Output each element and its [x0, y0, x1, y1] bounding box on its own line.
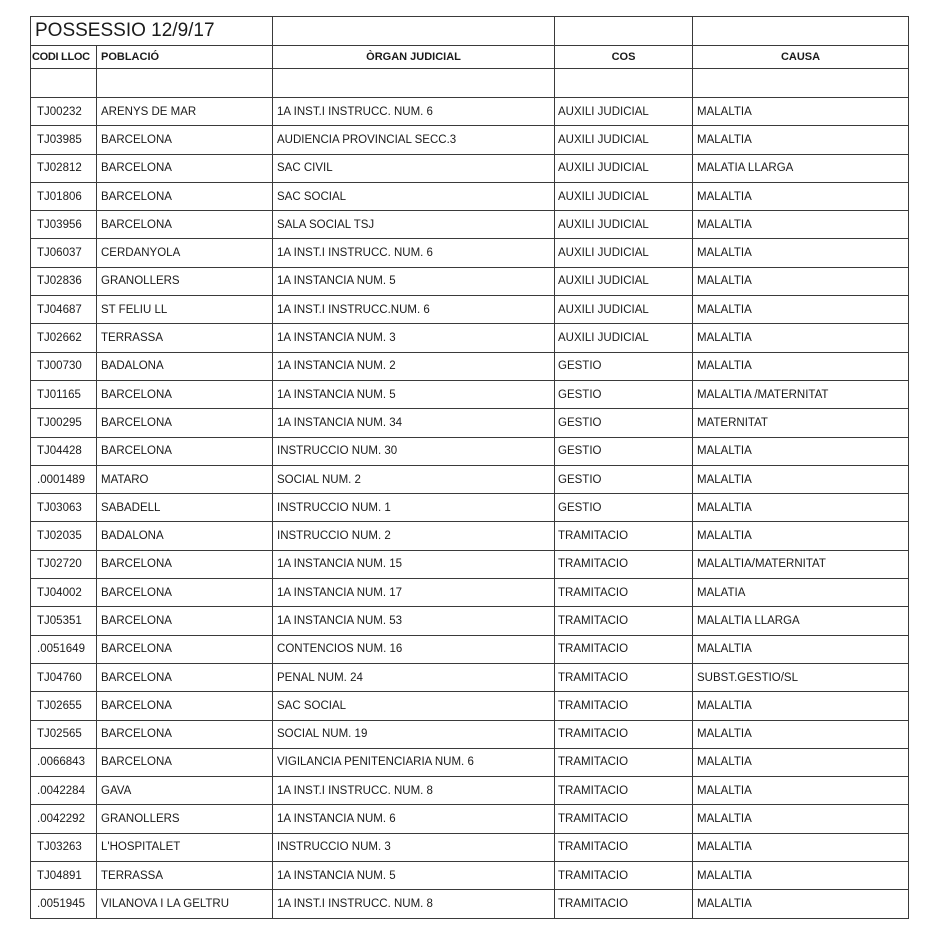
poblacio-cell: BARCELONA: [97, 635, 273, 663]
cos-cell: GESTIO: [555, 437, 693, 465]
table-row: [31, 267, 909, 295]
causa-cell: MALALTIA: [693, 182, 909, 210]
table-row: [31, 296, 909, 324]
poblacio-cell: GRANOLLERS: [97, 805, 273, 833]
causa-cell: MALALTIA: [693, 777, 909, 805]
poblacio-cell: BARCELONA: [97, 437, 273, 465]
organ-judicial-cell: SAC SOCIAL: [273, 182, 555, 210]
causa-cell: MALALTIA: [693, 692, 909, 720]
poblacio-cell: GAVA: [97, 777, 273, 805]
blank-cell: [273, 69, 555, 98]
table-row: [31, 720, 909, 748]
causa-cell: MALALTIA: [693, 296, 909, 324]
organ-judicial-cell: SAC CIVIL: [273, 154, 555, 182]
codi-lloc-cell: TJ03956: [31, 211, 97, 239]
table-row: [31, 635, 909, 663]
codi-lloc-cell: TJ01806: [31, 182, 97, 210]
poblacio-cell: CERDANYOLA: [97, 239, 273, 267]
poblacio-cell: BADALONA: [97, 352, 273, 380]
cos-cell: TRAMITACIO: [555, 663, 693, 691]
cos-cell: GESTIO: [555, 409, 693, 437]
cos-cell: GESTIO: [555, 352, 693, 380]
codi-lloc-cell: TJ04760: [31, 663, 97, 691]
table-row: [31, 324, 909, 352]
poblacio-cell: BARCELONA: [97, 182, 273, 210]
cos-cell: AUXILI JUDICIAL: [555, 211, 693, 239]
causa-cell: MALALTIA: [693, 267, 909, 295]
table-row: [31, 805, 909, 833]
codi-lloc-cell: TJ04428: [31, 437, 97, 465]
cos-cell: AUXILI JUDICIAL: [555, 98, 693, 126]
causa-cell: MALALTIA: [693, 805, 909, 833]
table-row: [31, 154, 909, 182]
table-row: [31, 98, 909, 126]
organ-judicial-cell: VIGILANCIA PENITENCIARIA NUM. 6: [273, 748, 555, 776]
blank-cell: [97, 69, 273, 98]
table-row: [31, 748, 909, 776]
organ-judicial-cell: 1A INST.I INSTRUCC. NUM. 6: [273, 98, 555, 126]
causa-cell: MALALTIA: [693, 748, 909, 776]
causa-cell: MALALTIA LLARGA: [693, 607, 909, 635]
table-row: [31, 663, 909, 691]
organ-judicial-cell: 1A INSTANCIA NUM. 6: [273, 805, 555, 833]
poblacio-cell: L'HOSPITALET: [97, 833, 273, 861]
cos-cell: GESTIO: [555, 465, 693, 493]
poblacio-cell: BARCELONA: [97, 579, 273, 607]
cos-cell: TRAMITACIO: [555, 692, 693, 720]
title-blank-cell: [555, 17, 693, 46]
table-row: [31, 550, 909, 578]
document-sheet: [30, 16, 908, 919]
organ-judicial-cell: 1A INSTANCIA NUM. 15: [273, 550, 555, 578]
column-header-cos: COS: [555, 46, 693, 69]
poblacio-cell: ST FELIU LL: [97, 296, 273, 324]
table-row: [31, 465, 909, 493]
poblacio-cell: MATARO: [97, 465, 273, 493]
causa-cell: MALALTIA: [693, 437, 909, 465]
cos-cell: GESTIO: [555, 494, 693, 522]
cos-cell: TRAMITACIO: [555, 748, 693, 776]
cos-cell: AUXILI JUDICIAL: [555, 324, 693, 352]
table-row: [31, 239, 909, 267]
organ-judicial-cell: 1A INSTANCIA NUM. 2: [273, 352, 555, 380]
organ-judicial-cell: 1A INSTANCIA NUM. 5: [273, 862, 555, 890]
cos-cell: AUXILI JUDICIAL: [555, 267, 693, 295]
codi-lloc-cell: TJ00295: [31, 409, 97, 437]
causa-cell: MALALTIA /MATERNITAT: [693, 380, 909, 408]
codi-lloc-cell: .0001489: [31, 465, 97, 493]
organ-judicial-cell: 1A INSTANCIA NUM. 53: [273, 607, 555, 635]
causa-cell: MALALTIA: [693, 833, 909, 861]
codi-lloc-cell: TJ06037: [31, 239, 97, 267]
cos-cell: TRAMITACIO: [555, 607, 693, 635]
organ-judicial-cell: SAC SOCIAL: [273, 692, 555, 720]
cos-cell: TRAMITACIO: [555, 777, 693, 805]
codi-lloc-cell: TJ02035: [31, 522, 97, 550]
cos-cell: TRAMITACIO: [555, 805, 693, 833]
causa-cell: MALALTIA: [693, 126, 909, 154]
table-row: [31, 777, 909, 805]
poblacio-cell: BARCELONA: [97, 126, 273, 154]
poblacio-cell: BARCELONA: [97, 550, 273, 578]
cos-cell: AUXILI JUDICIAL: [555, 126, 693, 154]
table-row: [31, 607, 909, 635]
codi-lloc-cell: TJ04002: [31, 579, 97, 607]
poblacio-cell: BARCELONA: [97, 211, 273, 239]
vacancies-table: [30, 16, 909, 919]
codi-lloc-cell: TJ02812: [31, 154, 97, 182]
table-row: [31, 211, 909, 239]
causa-cell: MALALTIA: [693, 324, 909, 352]
organ-judicial-cell: INSTRUCCIO NUM. 1: [273, 494, 555, 522]
codi-lloc-cell: TJ03263: [31, 833, 97, 861]
organ-judicial-cell: 1A INSTANCIA NUM. 5: [273, 380, 555, 408]
causa-cell: MALALTIA: [693, 211, 909, 239]
organ-judicial-cell: INSTRUCCIO NUM. 3: [273, 833, 555, 861]
organ-judicial-cell: 1A INST.I INSTRUCC.NUM. 6: [273, 296, 555, 324]
causa-cell: MALALTIA: [693, 522, 909, 550]
organ-judicial-cell: PENAL NUM. 24: [273, 663, 555, 691]
organ-judicial-cell: 1A INSTANCIA NUM. 34: [273, 409, 555, 437]
codi-lloc-cell: .0042292: [31, 805, 97, 833]
poblacio-cell: BADALONA: [97, 522, 273, 550]
codi-lloc-cell: TJ02565: [31, 720, 97, 748]
organ-judicial-cell: 1A INSTANCIA NUM. 17: [273, 579, 555, 607]
organ-judicial-cell: CONTENCIOS NUM. 16: [273, 635, 555, 663]
column-header-poblacio: POBLACIÓ: [97, 46, 273, 69]
table-row: [31, 352, 909, 380]
blank-row: [31, 69, 909, 98]
organ-judicial-cell: SOCIAL NUM. 19: [273, 720, 555, 748]
table-row: [31, 437, 909, 465]
codi-lloc-cell: TJ03063: [31, 494, 97, 522]
poblacio-cell: TERRASSA: [97, 862, 273, 890]
causa-cell: MALALTIA: [693, 98, 909, 126]
organ-judicial-cell: 1A INST.I INSTRUCC. NUM. 8: [273, 777, 555, 805]
cos-cell: TRAMITACIO: [555, 635, 693, 663]
causa-cell: MALALTIA/MATERNITAT: [693, 550, 909, 578]
header-row: [31, 46, 909, 69]
blank-cell: [31, 69, 97, 98]
document-title: POSSESSIO 12/9/17: [31, 17, 273, 46]
table-body: [31, 98, 909, 919]
table-row: [31, 380, 909, 408]
column-header-causa: CAUSA: [693, 46, 909, 69]
blank-cell: [693, 69, 909, 98]
codi-lloc-cell: TJ02720: [31, 550, 97, 578]
cos-cell: TRAMITACIO: [555, 550, 693, 578]
codi-lloc-cell: .0042284: [31, 777, 97, 805]
codi-lloc-cell: TJ00730: [31, 352, 97, 380]
title-blank-cell: [693, 17, 909, 46]
causa-cell: MALATIA LLARGA: [693, 154, 909, 182]
causa-cell: MALALTIA: [693, 352, 909, 380]
poblacio-cell: BARCELONA: [97, 748, 273, 776]
table-row: [31, 890, 909, 918]
causa-cell: MALALTIA: [693, 465, 909, 493]
cos-cell: TRAMITACIO: [555, 579, 693, 607]
cos-cell: AUXILI JUDICIAL: [555, 296, 693, 324]
poblacio-cell: BARCELONA: [97, 154, 273, 182]
column-header-organ-judicial: ÒRGAN JUDICIAL: [273, 46, 555, 69]
codi-lloc-cell: TJ00232: [31, 98, 97, 126]
poblacio-cell: ARENYS DE MAR: [97, 98, 273, 126]
table-row: [31, 182, 909, 210]
causa-cell: MALALTIA: [693, 494, 909, 522]
poblacio-cell: VILANOVA I LA GELTRU: [97, 890, 273, 918]
causa-cell: MALATIA: [693, 579, 909, 607]
table-row: [31, 522, 909, 550]
cos-cell: AUXILI JUDICIAL: [555, 182, 693, 210]
organ-judicial-cell: AUDIENCIA PROVINCIAL SECC.3: [273, 126, 555, 154]
codi-lloc-cell: TJ02836: [31, 267, 97, 295]
cos-cell: TRAMITACIO: [555, 833, 693, 861]
organ-judicial-cell: 1A INST.I INSTRUCC. NUM. 8: [273, 890, 555, 918]
poblacio-cell: BARCELONA: [97, 607, 273, 635]
poblacio-cell: TERRASSA: [97, 324, 273, 352]
poblacio-cell: BARCELONA: [97, 720, 273, 748]
causa-cell: MALALTIA: [693, 720, 909, 748]
cos-cell: TRAMITACIO: [555, 890, 693, 918]
column-header-codi-lloc: CODI LLOC: [31, 46, 97, 69]
organ-judicial-cell: SOCIAL NUM. 2: [273, 465, 555, 493]
causa-cell: SUBST.GESTIO/SL: [693, 663, 909, 691]
organ-judicial-cell: 1A INST.I INSTRUCC. NUM. 6: [273, 239, 555, 267]
causa-cell: MALALTIA: [693, 862, 909, 890]
cos-cell: TRAMITACIO: [555, 862, 693, 890]
causa-cell: MATERNITAT: [693, 409, 909, 437]
organ-judicial-cell: INSTRUCCIO NUM. 30: [273, 437, 555, 465]
organ-judicial-cell: 1A INSTANCIA NUM. 3: [273, 324, 555, 352]
poblacio-cell: BARCELONA: [97, 409, 273, 437]
codi-lloc-cell: .0051945: [31, 890, 97, 918]
cos-cell: TRAMITACIO: [555, 522, 693, 550]
poblacio-cell: SABADELL: [97, 494, 273, 522]
title-row: [31, 17, 909, 46]
table-row: [31, 692, 909, 720]
codi-lloc-cell: .0051649: [31, 635, 97, 663]
cos-cell: GESTIO: [555, 380, 693, 408]
table-row: [31, 862, 909, 890]
codi-lloc-cell: TJ04891: [31, 862, 97, 890]
codi-lloc-cell: TJ04687: [31, 296, 97, 324]
table-row: [31, 833, 909, 861]
codi-lloc-cell: .0066843: [31, 748, 97, 776]
title-blank-cell: [273, 17, 555, 46]
codi-lloc-cell: TJ02662: [31, 324, 97, 352]
poblacio-cell: BARCELONA: [97, 663, 273, 691]
table-row: [31, 409, 909, 437]
poblacio-cell: BARCELONA: [97, 692, 273, 720]
cos-cell: AUXILI JUDICIAL: [555, 154, 693, 182]
poblacio-cell: GRANOLLERS: [97, 267, 273, 295]
codi-lloc-cell: TJ03985: [31, 126, 97, 154]
causa-cell: MALALTIA: [693, 635, 909, 663]
cos-cell: AUXILI JUDICIAL: [555, 239, 693, 267]
cos-cell: TRAMITACIO: [555, 720, 693, 748]
blank-cell: [555, 69, 693, 98]
causa-cell: MALALTIA: [693, 239, 909, 267]
table-row: [31, 579, 909, 607]
codi-lloc-cell: TJ01165: [31, 380, 97, 408]
organ-judicial-cell: INSTRUCCIO NUM. 2: [273, 522, 555, 550]
codi-lloc-cell: TJ02655: [31, 692, 97, 720]
table-row: [31, 126, 909, 154]
causa-cell: MALALTIA: [693, 890, 909, 918]
codi-lloc-cell: TJ05351: [31, 607, 97, 635]
table-row: [31, 494, 909, 522]
organ-judicial-cell: 1A INSTANCIA NUM. 5: [273, 267, 555, 295]
poblacio-cell: BARCELONA: [97, 380, 273, 408]
organ-judicial-cell: SALA SOCIAL TSJ: [273, 211, 555, 239]
